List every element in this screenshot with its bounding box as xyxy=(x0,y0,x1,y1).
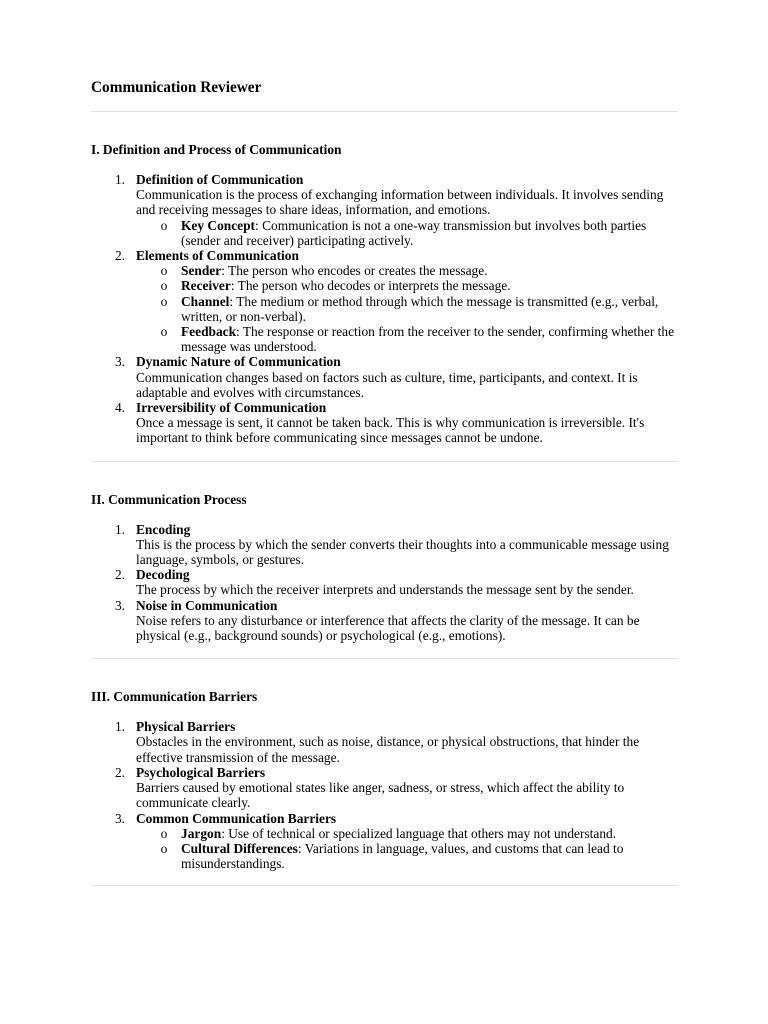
list-item xyxy=(91,354,678,400)
item-body: Once a message is sent, it cannot be taken back. This is why communication is irreversible. It's important to think before communicating since messages cannot be undone. xyxy=(136,415,645,446)
section-communication-process xyxy=(91,492,678,660)
bullet-text: : Communication is not a one-way transmission but involves both parties (sender and receiver) participating actively. xyxy=(181,217,647,248)
item-number: 4. xyxy=(114,400,125,416)
list-item xyxy=(91,400,678,446)
numbered-list xyxy=(91,172,678,446)
list-item xyxy=(91,172,678,248)
item-body: Noise refers to any disturbance or interference that affects the clarity of the message. It can be physical (e.g., background sounds) or psychological (e.g., emotions). xyxy=(136,612,640,644)
bullet-term: Jargon xyxy=(181,825,222,841)
document-page xyxy=(91,79,678,886)
item-body: Communication is the process of exchanging information between individuals. It involves sending and receiving messages to share ideas, information, and emotions. xyxy=(136,187,664,218)
bullet-marker: o xyxy=(160,278,168,294)
bullet-term: Receiver xyxy=(181,278,231,294)
item-title: Noise in Communication xyxy=(136,597,278,613)
section-heading: III. Communication Barriers xyxy=(91,689,258,705)
item-title: Dynamic Nature of Communication xyxy=(136,354,341,370)
bullet-item xyxy=(136,294,678,324)
bullet-item xyxy=(136,826,678,841)
list-item xyxy=(91,719,678,765)
bullet-marker: o xyxy=(160,840,168,856)
list-item xyxy=(91,765,678,811)
item-number: 1. xyxy=(114,172,125,187)
numbered-list xyxy=(91,522,678,644)
bullet-marker: o xyxy=(160,217,168,233)
section-divider xyxy=(91,885,678,886)
bullet-item xyxy=(136,841,678,871)
bullet-text: : Variations in language, values, and customs that can lead to misunderstandings. xyxy=(181,840,624,872)
item-body: Barriers caused by emotional states like anger, sadness, or stress, which affect the ability to communicate clearly. xyxy=(136,780,625,811)
bullet-marker: o xyxy=(160,825,168,841)
document-title: Communication Reviewer xyxy=(91,79,262,96)
item-number: 2. xyxy=(114,764,125,780)
list-item xyxy=(91,248,678,354)
bullet-term: Key Concept xyxy=(181,217,256,233)
bullet-marker: o xyxy=(160,263,168,279)
item-number: 1. xyxy=(114,521,125,537)
item-title: Physical Barriers xyxy=(136,719,236,735)
numbered-list xyxy=(91,719,678,871)
item-title: Decoding xyxy=(136,567,190,583)
item-body: Obstacles in the environment, such as noise, distance, or physical obstructions, that hinder the effective transmission of the message. xyxy=(136,734,640,765)
list-item xyxy=(91,811,678,872)
list-item xyxy=(91,567,678,597)
bullet-item xyxy=(136,278,678,293)
item-title: Definition of Communication xyxy=(136,172,304,187)
section-divider xyxy=(91,658,678,659)
bullet-item xyxy=(136,324,678,354)
item-number: 1. xyxy=(114,719,125,735)
bullet-list xyxy=(136,218,678,248)
bullet-text: : The medium or method through which the message is transmitted (e.g., verbal, written, or non-verbal). xyxy=(181,293,659,324)
item-body: The process by which the receiver interprets and understands the message sent by the sender. xyxy=(136,582,634,598)
item-number: 3. xyxy=(114,597,125,613)
bullet-list xyxy=(136,263,678,354)
item-body: This is the process by which the sender converts their thoughts into a communicable message using language, symbols, or gestures. xyxy=(136,536,669,568)
item-title: Psychological Barriers xyxy=(136,764,266,780)
item-title: Irreversibility of Communication xyxy=(136,400,327,416)
bullet-term: Channel xyxy=(181,293,230,309)
section-divider xyxy=(91,461,678,462)
list-item xyxy=(91,598,678,644)
bullet-text: : The person who decodes or interprets the message. xyxy=(230,278,511,294)
bullet-item xyxy=(136,218,678,248)
bullet-text: : Use of technical or specialized language that others may not understand. xyxy=(221,825,617,841)
section-definition-and-process xyxy=(91,142,678,462)
item-number: 2. xyxy=(114,248,125,264)
title-divider xyxy=(91,111,678,112)
bullet-term: Feedback xyxy=(181,324,237,340)
item-number: 2. xyxy=(114,567,125,583)
bullet-list xyxy=(136,826,678,872)
item-number: 3. xyxy=(114,810,125,826)
bullet-marker: o xyxy=(160,293,168,309)
bullet-marker: o xyxy=(160,324,168,340)
section-heading: II. Communication Process xyxy=(91,491,247,507)
bullet-term: Cultural Differences xyxy=(181,840,298,856)
list-item xyxy=(91,522,678,568)
item-title: Common Communication Barriers xyxy=(136,810,337,826)
bullet-term: Sender xyxy=(181,263,222,279)
bullet-text: : The response or reaction from the receiver to the sender, confirming whether the message was understood. xyxy=(181,324,675,355)
bullet-text: : The person who encodes or creates the message. xyxy=(221,263,488,279)
bullet-item xyxy=(136,263,678,278)
item-body: Communication changes based on factors such as culture, time, participants, and context. It is adaptable and evolves with circumstances. xyxy=(136,369,638,400)
section-communication-barriers xyxy=(91,689,678,886)
item-title: Elements of Communication xyxy=(136,248,299,264)
section-heading: I. Definition and Process of Communication xyxy=(91,142,342,157)
item-title: Encoding xyxy=(136,521,191,537)
item-number: 3. xyxy=(114,354,125,370)
